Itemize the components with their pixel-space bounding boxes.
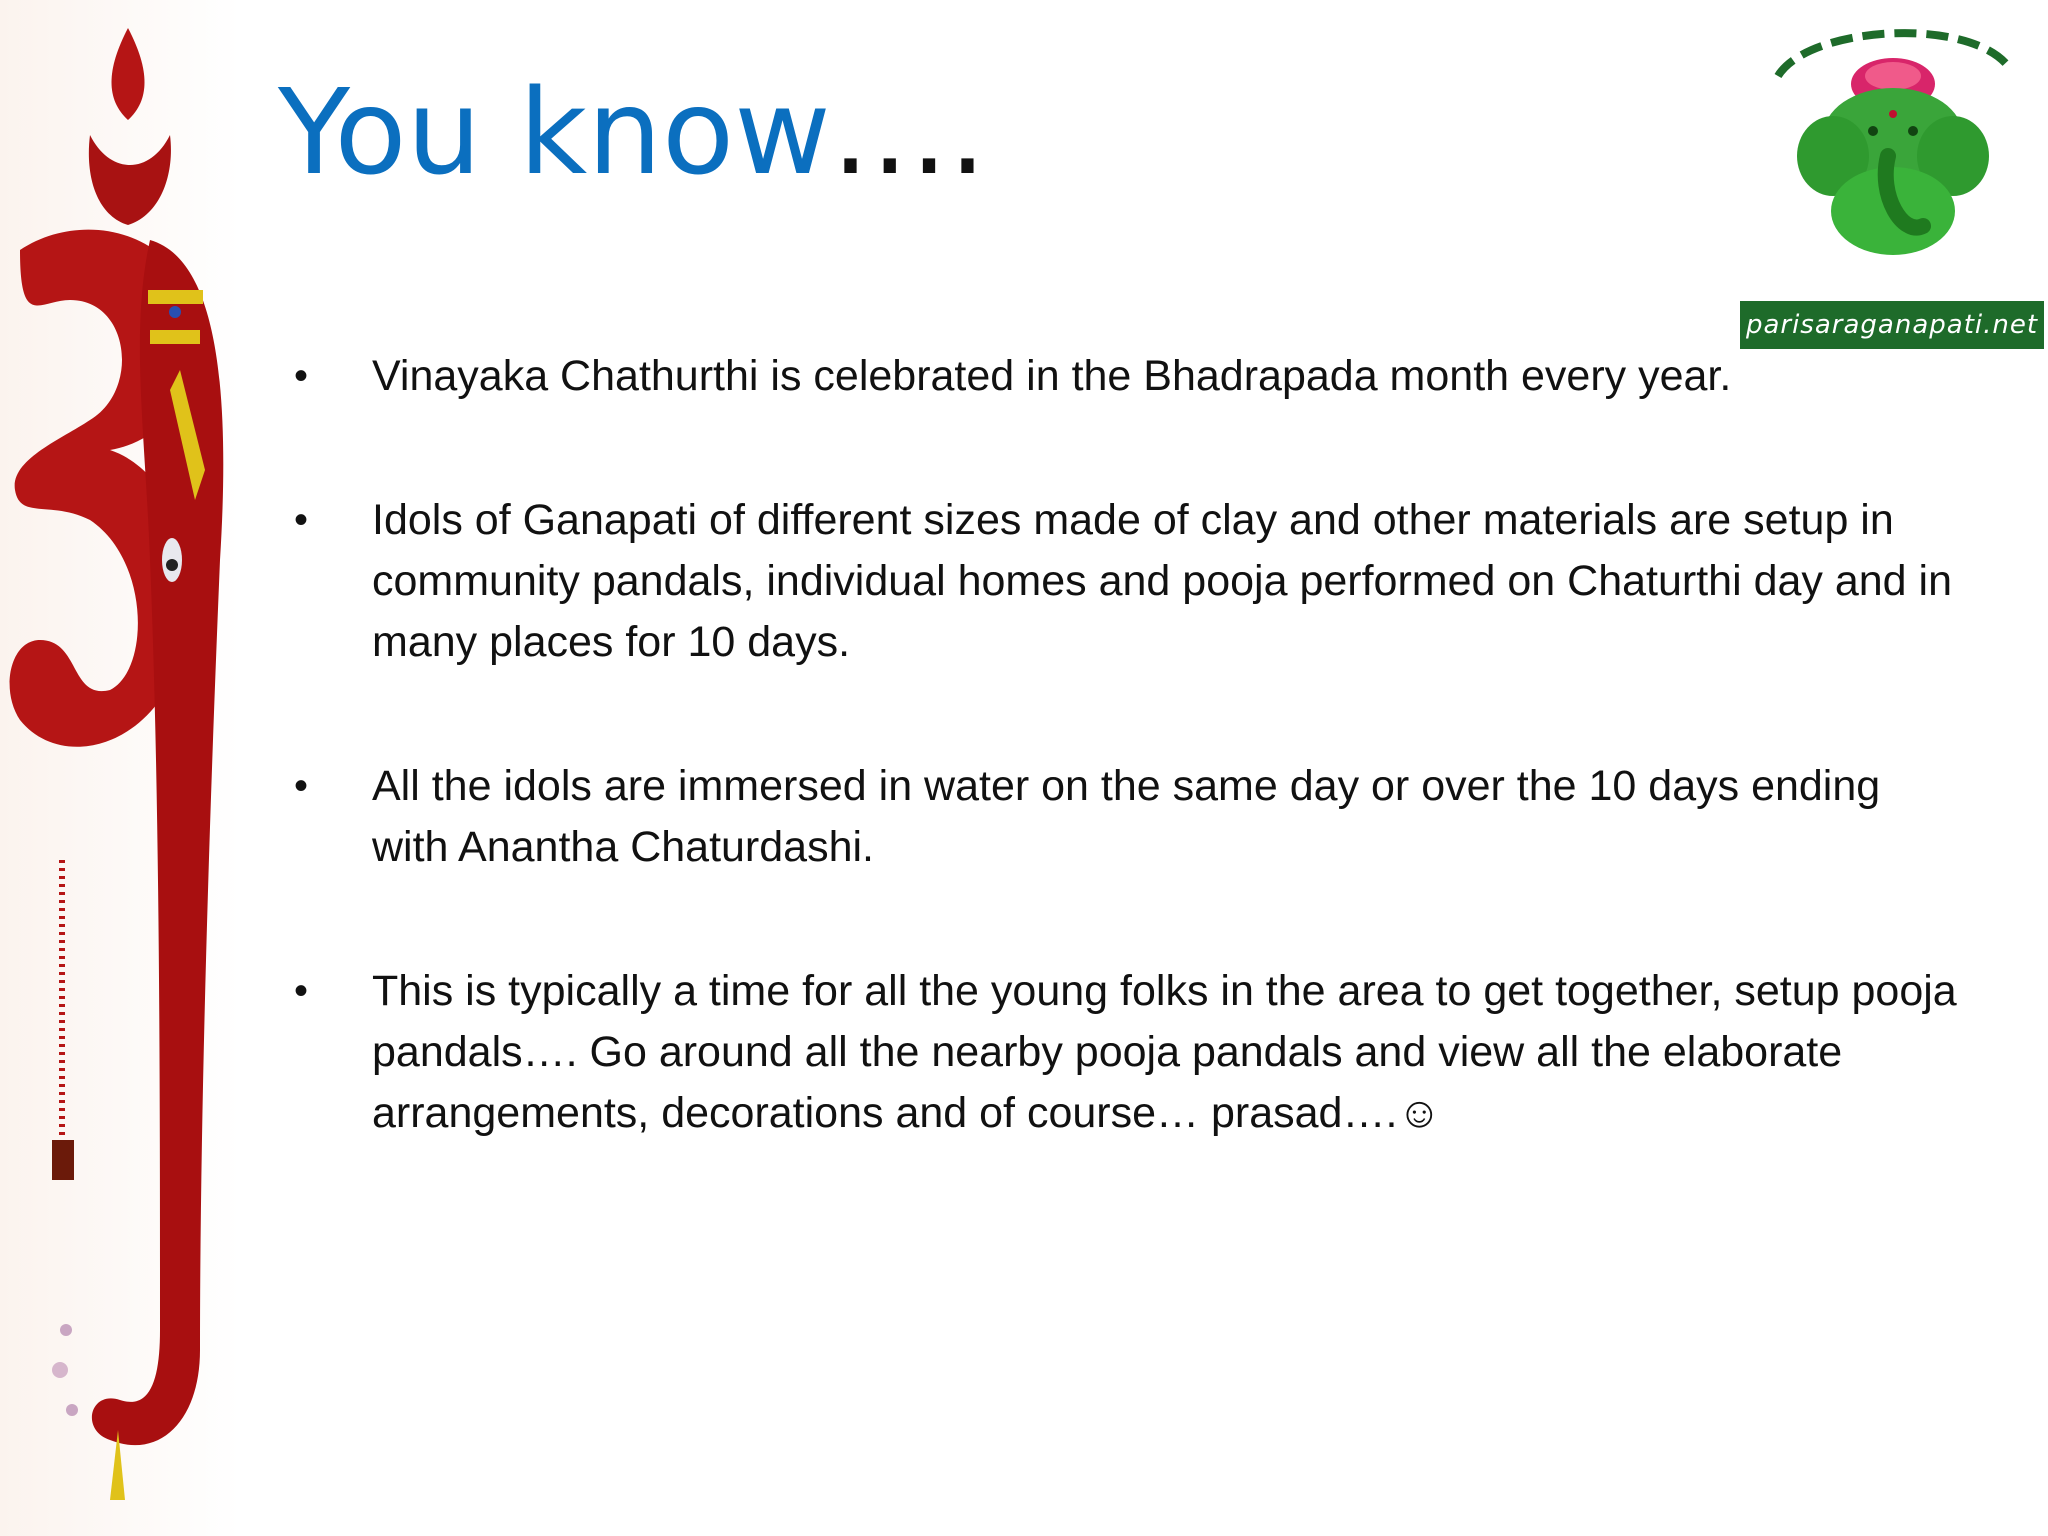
bullet-text: Vinayaka Chathurthi is celebrated in the Bhadrapada month every year.: [372, 352, 1732, 400]
bullet-text: Idols of Ganapati of different sizes made of clay and other materials are setup in community pandals, individual homes and pooja performed on Chaturthi day and in many places for 10 days.: [372, 496, 1952, 666]
bullet-marker: •: [294, 354, 309, 398]
logo-site-label: parisaraganapati.net: [1740, 301, 2044, 349]
list-item: [286, 346, 1966, 407]
bullet-text: This is typically a time for all the young folks in the area to get together, setup pooja pandals…. Go around all the nearby pooja pandals and view all the elaborate arrangements, decorations and of course… prasad….☺: [372, 967, 1957, 1137]
bullet-marker: •: [294, 969, 309, 1013]
list-item: [286, 961, 1966, 1144]
list-item: [286, 756, 1966, 878]
title-main: You know: [278, 63, 831, 201]
om-ganesha-art-icon: [0, 0, 240, 1536]
list-item: [286, 490, 1966, 673]
bullet-list: [286, 346, 1966, 1227]
slide-title: [278, 62, 986, 202]
ganesha-logo-icon: [1738, 6, 2048, 350]
bullet-marker: •: [294, 764, 309, 808]
bullet-marker: •: [294, 498, 309, 542]
bullet-text: All the idols are immersed in water on the same day or over the 10 days ending with Anantha Chaturdashi.: [372, 762, 1881, 871]
title-dots: ….: [830, 63, 987, 201]
